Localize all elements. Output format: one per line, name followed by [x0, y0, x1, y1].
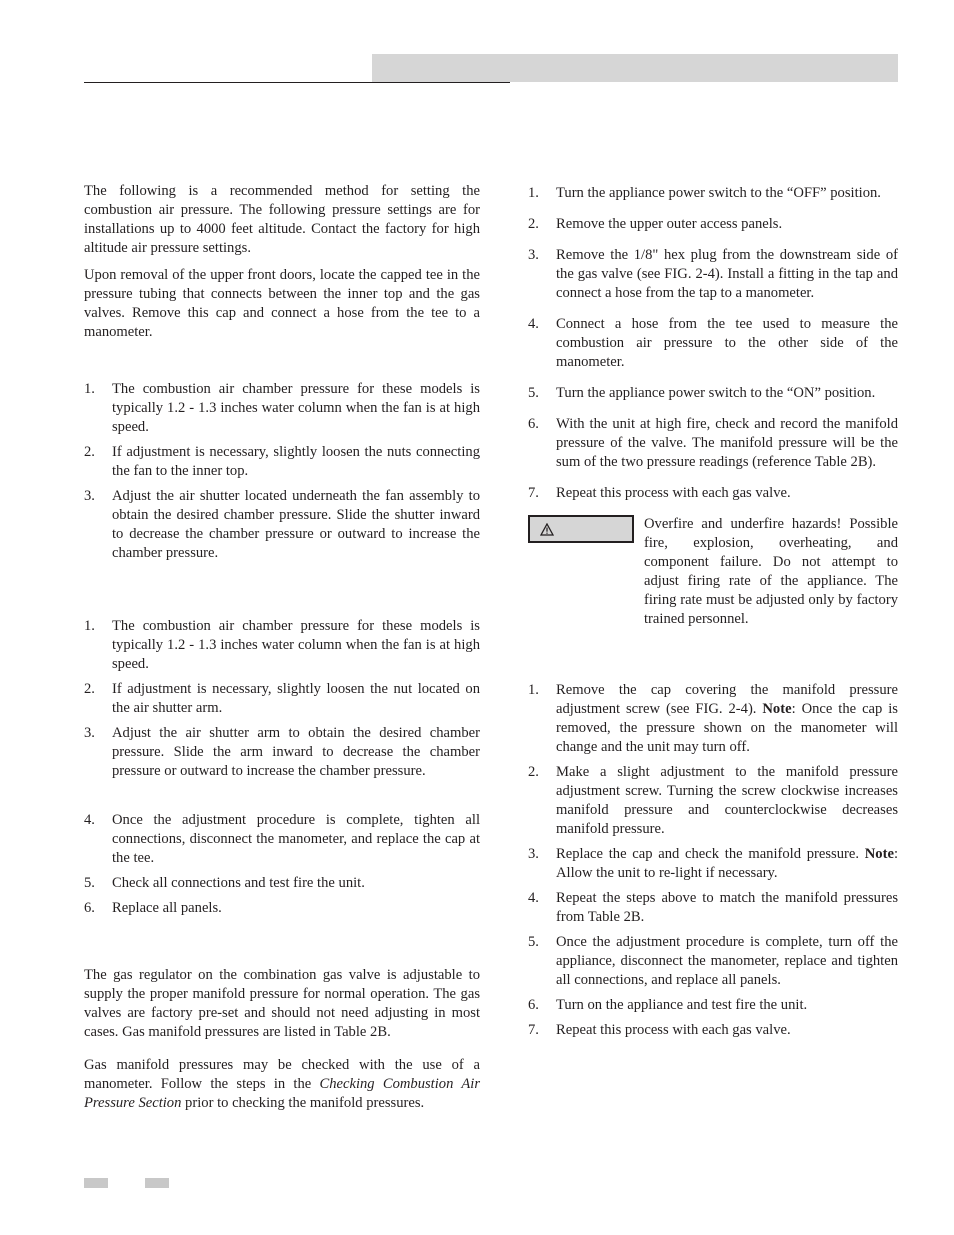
warning-text: Overfire and underfire hazards! Possible fire, explosion, overheating, and component failure. Do not attempt to adjust firing rate of the appliance. The firing rate must be adjusted only by factory trained personnel. — [644, 516, 898, 627]
list-item: 3. Adjust the air shutter located underneath the fan assembly to obtain the desired chamber pressure. Slide the shutter inward to decrease the chamber pressure or outward to increase the chamber pressure. — [84, 488, 480, 561]
gas-paragraph-1: The gas regulator on the combination gas valve is adjustable to supply the proper manifold pressure for normal operation. The gas valves are factory pre-set and should not need adjusting in most cases. Gas manifold pressures are listed in Table 2B. — [84, 967, 480, 1040]
intro-paragraph-1: The following is a recommended method for setting the combustion air pressure. The following pressure settings are for installations up to 4000 feet altitude. Contact the factory for high altitude air pressure settings. — [84, 183, 480, 256]
left-column — [84, 182, 480, 1121]
manifold-check-list — [528, 184, 898, 503]
gas-paragraph-2: Gas manifold pressures may be checked with the use of a manometer. Follow the steps in the Checking Combustion Air Pressure Section prior to checking the manifold pressures. — [84, 1057, 481, 1111]
list-item: 3. Replace the cap and check the manifold pressure. Note: Allow the unit to re-light if necessary. — [528, 846, 898, 881]
list-item: 6. Turn on the appliance and test fire the unit. — [528, 997, 808, 1013]
list-item: 3. Remove the 1/8" hex plug from the downstream side of the gas valve (see FIG. 2-4). Install a fitting in the tap and connect a hose from the tap to a manometer. — [528, 247, 898, 301]
list-item: 1. Remove the cap covering the manifold pressure adjustment screw (see FIG. 2-4). Note: Once the cap is removed, the pressure shown on the manometer will change and the unit may turn off. — [528, 682, 898, 755]
air-pressure-list-c — [84, 811, 480, 918]
header-rule — [84, 82, 510, 83]
list-item: 5. Check all connections and test fire the unit. — [84, 875, 365, 891]
list-item: 4. Once the adjustment procedure is complete, tighten all connections, disconnect the manometer, and replace the cap at the tee. — [84, 812, 480, 866]
intro-paragraph-2: Upon removal of the upper front doors, locate the capped tee in the pressure tubing that connects between the inner top and the gas valves. Remove this cap and connect a hose from the tee to a manometer. — [84, 267, 480, 340]
list-item: 2. Remove the upper outer access panels. — [528, 216, 783, 232]
right-column — [528, 184, 898, 1046]
list-item: 1. Turn the appliance power switch to the “OFF” position. — [528, 185, 881, 201]
warning-label-box — [528, 515, 634, 543]
air-pressure-list-a — [84, 380, 480, 563]
manifold-adjust-list — [528, 681, 898, 1040]
list-item: 3. Adjust the air shutter arm to obtain the desired chamber pressure. Slide the arm inward to decrease the chamber pressure or outward to increase the chamber pressure. — [84, 725, 480, 779]
list-item: 5. Turn the appliance power switch to the “ON” position. — [528, 385, 876, 401]
footer-mark-right — [145, 1178, 169, 1188]
warning-triangle-icon — [540, 523, 554, 536]
list-item: 4. Repeat the steps above to match the manifold pressures from Table 2B. — [528, 890, 898, 925]
list-item: 5. Once the adjustment procedure is complete, turn off the appliance, disconnect the manometer, replace and tighten all connections, and replace all panels. — [528, 934, 898, 988]
header-bar — [372, 54, 898, 82]
list-item: 2. If adjustment is necessary, slightly loosen the nut located on the air shutter arm. — [84, 681, 480, 716]
list-item: 7. Repeat this process with each gas valve. — [528, 485, 791, 501]
footer-mark-left — [84, 1178, 108, 1188]
air-pressure-list-b — [84, 617, 480, 781]
list-item: 2. Make a slight adjustment to the manifold pressure adjustment screw. Turning the screw clockwise increases manifold pressure and counterclockwise decreases manifold pressure. — [528, 764, 898, 837]
list-item: 2. If adjustment is necessary, slightly loosen the nuts connecting the fan to the inner top. — [84, 444, 480, 479]
warning-block — [528, 515, 898, 629]
list-item: 6. Replace all panels. — [84, 900, 222, 916]
list-item: 1. The combustion air chamber pressure for these models is typically 1.2 - 1.3 inches water column when the fan is at high speed. — [84, 618, 480, 672]
list-item: 7. Repeat this process with each gas valve. — [528, 1022, 791, 1038]
list-item: 4. Connect a hose from the tee used to measure the combustion air pressure to the other side of the manometer. — [528, 316, 898, 370]
list-item: 1. The combustion air chamber pressure for these models is typically 1.2 - 1.3 inches water column when the fan is at high speed. — [84, 381, 480, 435]
list-item: 6. With the unit at high fire, check and record the manifold pressure of the valve. The manifold pressure will be the sum of the two pressure readings (reference Table 2B). — [528, 416, 898, 470]
